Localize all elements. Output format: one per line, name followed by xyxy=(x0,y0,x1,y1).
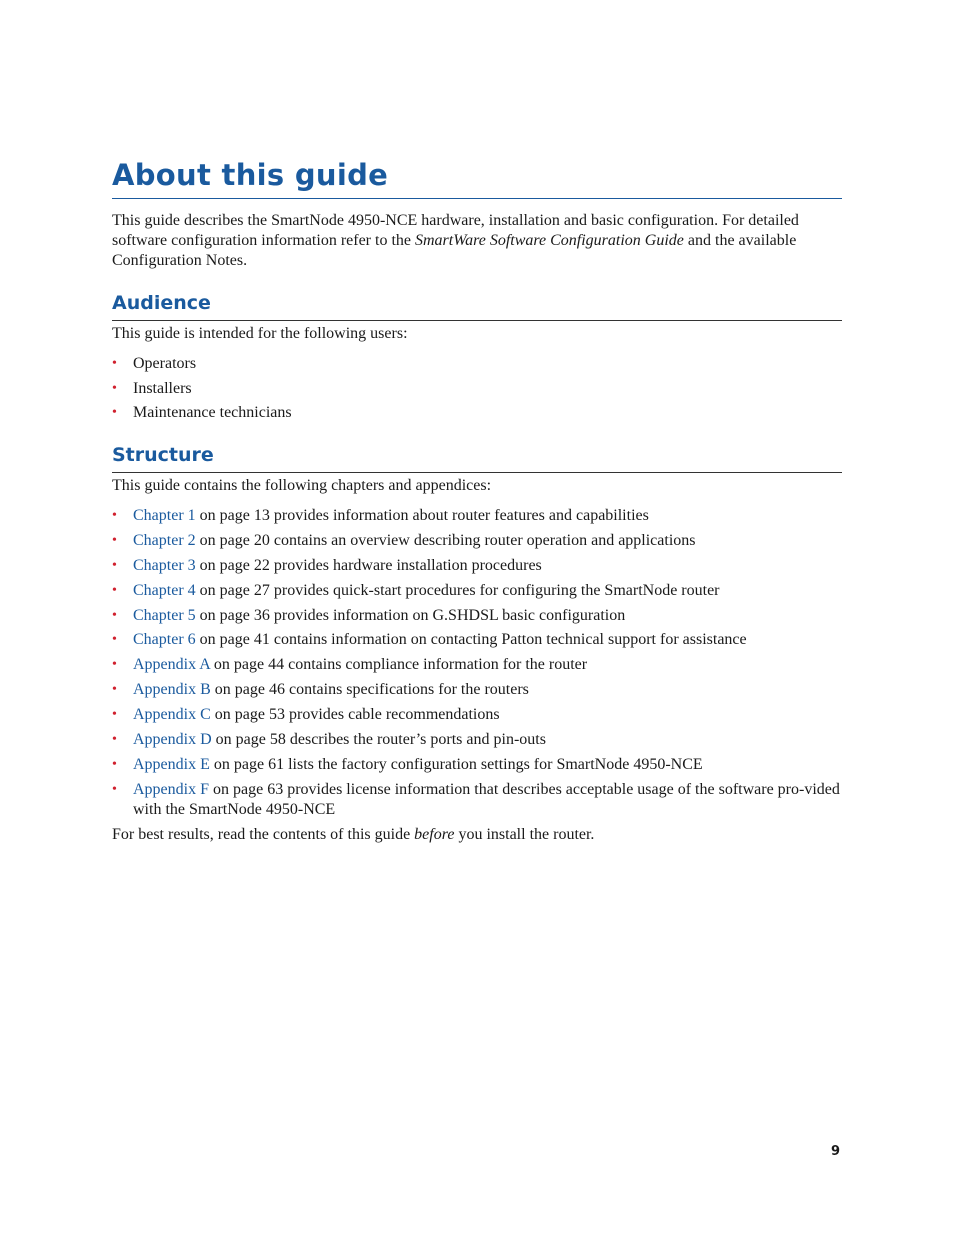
structure-list-item xyxy=(112,680,842,700)
intro-paragraph xyxy=(112,211,842,271)
chapter-link[interactable]: Chapter 2 xyxy=(133,531,196,549)
intro-text-2: and the available Configuration Notes. xyxy=(112,232,797,269)
chapter-link[interactable]: Appendix B xyxy=(133,681,211,699)
structure-list-item xyxy=(112,531,842,551)
bullet-icon: • xyxy=(112,707,117,723)
structure-list-item xyxy=(112,705,842,725)
bullet-icon: • xyxy=(112,380,117,396)
chapter-description: on page 61 lists the factory configuration settings for SmartNode 4950-NCE xyxy=(209,755,703,773)
bullet-icon: • xyxy=(112,756,117,772)
bullet-icon: • xyxy=(112,508,117,523)
chapter-link[interactable]: Chapter 5 xyxy=(133,606,196,624)
structure-intro: This guide contains the following chapters and appendices: xyxy=(112,477,492,494)
intro-guide-title: SmartWare Software Configuration Guide xyxy=(415,232,684,249)
bullet-icon: • xyxy=(112,781,117,797)
structure-list-item xyxy=(112,606,842,626)
chapter-link[interactable]: Chapter 6 xyxy=(133,631,196,649)
bullet-icon: • xyxy=(112,682,117,698)
audience-item: Operators xyxy=(133,355,197,372)
audience-item: Maintenance technicians xyxy=(133,404,292,421)
closing-text-2: you install the router. xyxy=(454,826,595,843)
audience-heading: Audience xyxy=(112,292,211,314)
structure-list-item xyxy=(112,581,842,601)
audience-item: Installers xyxy=(133,379,192,397)
structure-list-item xyxy=(112,730,842,750)
list-item xyxy=(112,354,842,374)
chapter-description: on page 58 describes the router’s ports and pin-outs xyxy=(211,731,546,749)
chapter-description: on page 13 provides information about router features and capabilities xyxy=(195,507,649,524)
structure-list-item xyxy=(112,780,842,820)
structure-list-item xyxy=(112,755,842,775)
audience-intro: This guide is intended for the following users: xyxy=(112,325,408,342)
audience-list xyxy=(112,354,842,423)
structure-list-item xyxy=(112,506,842,526)
chapter-description: on page 53 provides cable recommendations xyxy=(210,706,500,724)
bullet-icon: • xyxy=(112,582,117,598)
chapter-description: on page 27 provides quick-start procedures for configuring the SmartNode router xyxy=(195,581,720,599)
list-item xyxy=(112,403,842,423)
intro-text-1: This guide describes the SmartNode 4950-NCE hardware, installation and basic configuration. For detailed software configuration information refer to the xyxy=(112,212,799,249)
chapter-description: on page 46 contains specifications for the routers xyxy=(210,681,529,699)
closing-emphasis: before xyxy=(414,826,455,843)
bullet-icon: • xyxy=(112,732,117,748)
closing-paragraph xyxy=(112,825,842,845)
list-item xyxy=(112,379,842,399)
structure-divider xyxy=(112,472,842,473)
title-divider xyxy=(112,198,842,199)
structure-list xyxy=(112,506,842,820)
chapter-description: on page 44 contains compliance information for the router xyxy=(209,656,588,674)
bullet-icon: • xyxy=(112,657,117,673)
chapter-description: on page 41 contains information on contacting Patton technical support for assistance xyxy=(195,631,747,649)
chapter-link[interactable]: Appendix F xyxy=(133,780,209,798)
chapter-description: on page 20 contains an overview describing router operation and applications xyxy=(195,531,696,549)
structure-heading: Structure xyxy=(112,444,214,466)
chapter-link[interactable]: Chapter 4 xyxy=(133,581,196,599)
chapter-description: on page 22 provides hardware installation procedures xyxy=(195,556,542,574)
chapter-link[interactable]: Chapter 1 xyxy=(133,507,196,524)
page-title: About this guide xyxy=(112,158,389,192)
chapter-link[interactable]: Chapter 3 xyxy=(133,556,196,574)
structure-list-item xyxy=(112,630,842,650)
chapter-description: on page 63 provides license information that describes acceptable usage of the software pro-vided with the SmartNode 4950-NCE xyxy=(133,780,840,818)
closing-text-1: For best results, read the contents of this guide xyxy=(112,826,415,843)
bullet-icon: • xyxy=(112,607,117,623)
chapter-link[interactable]: Appendix A xyxy=(133,656,210,674)
bullet-icon: • xyxy=(112,632,117,648)
chapter-description: on page 36 provides information on G.SHDSL basic configuration xyxy=(195,606,626,624)
bullet-icon: • xyxy=(112,532,117,548)
structure-list-item xyxy=(112,655,842,675)
chapter-link[interactable]: Appendix D xyxy=(133,731,212,749)
chapter-link[interactable]: Appendix E xyxy=(133,755,210,773)
bullet-icon: • xyxy=(112,405,117,420)
page-number: 9 xyxy=(831,1144,841,1159)
bullet-icon: • xyxy=(112,557,117,573)
audience-divider xyxy=(112,320,842,321)
chapter-link[interactable]: Appendix C xyxy=(133,706,211,724)
structure-list-item xyxy=(112,556,842,576)
bullet-icon: • xyxy=(112,356,117,371)
